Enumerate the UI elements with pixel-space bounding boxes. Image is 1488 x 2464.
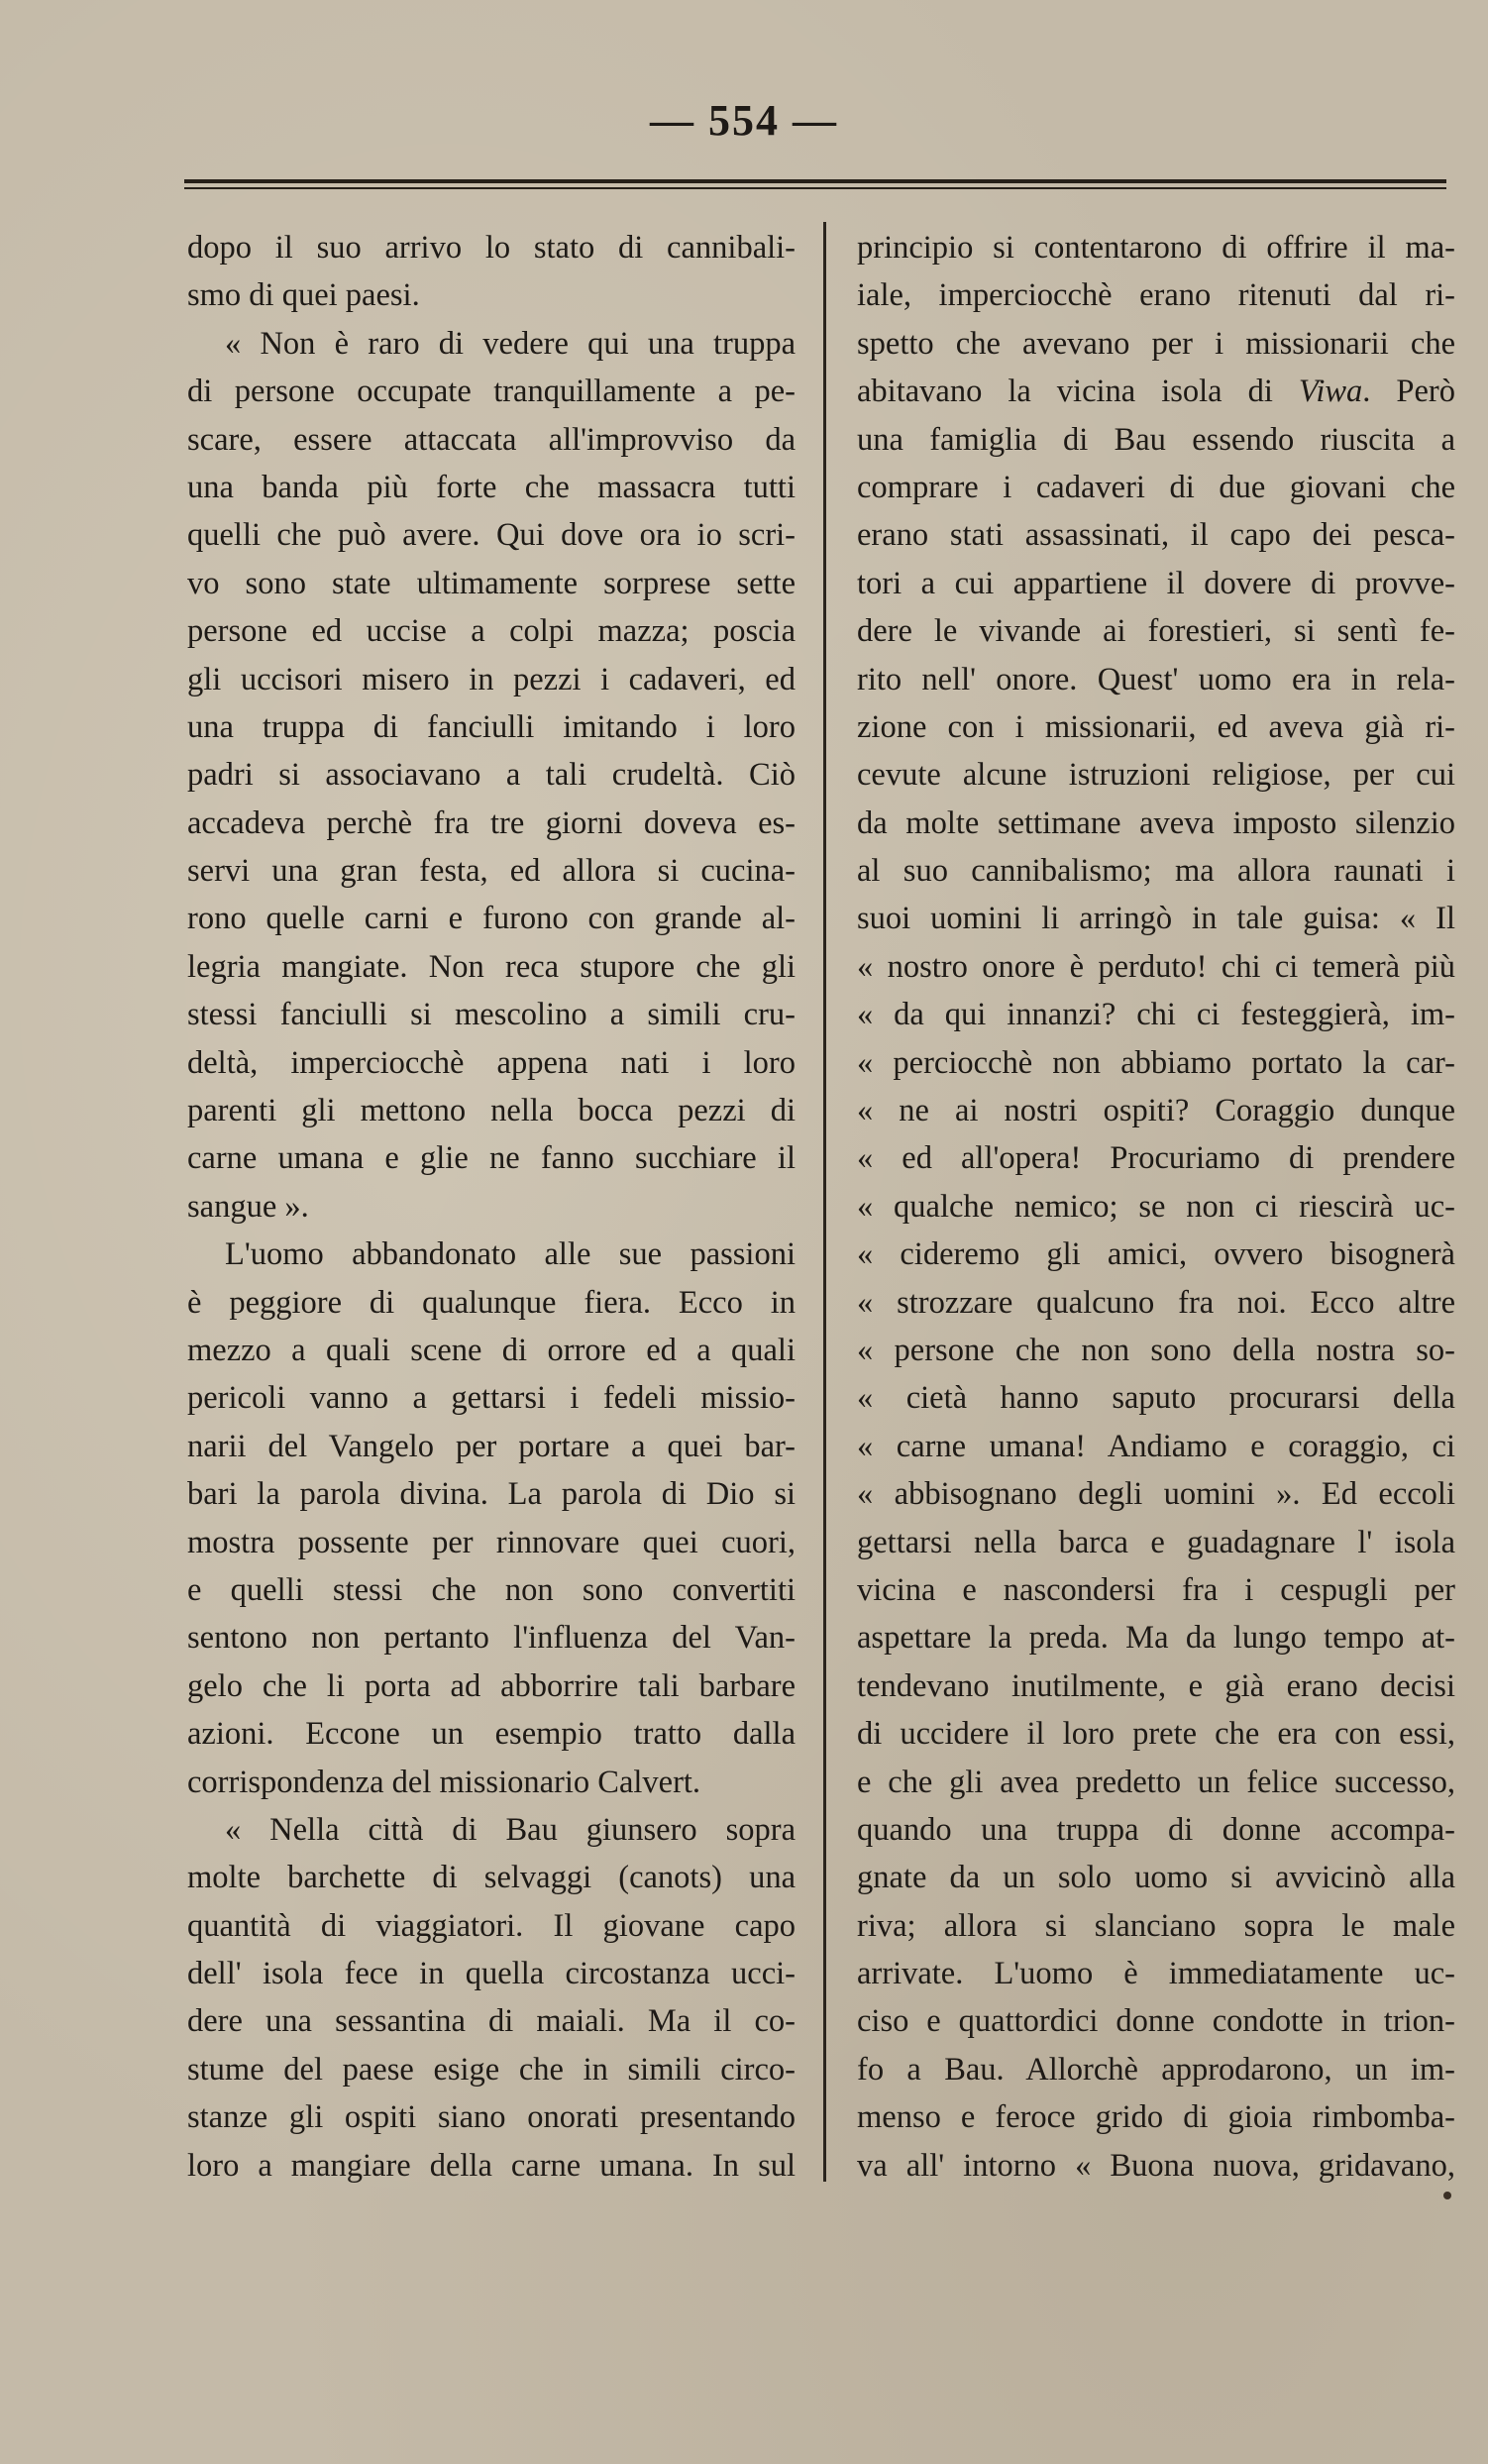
text-line: « da qui innanzi? chi ci festeggierà, im- (857, 997, 1455, 1033)
text-line: gli uccisori misero in pezzi i cadaveri, ed (187, 661, 796, 697)
text-line: dell' isola fece in quella circostanza ucci- (187, 1956, 796, 1992)
text-line: smo di quei paesi. (187, 277, 420, 314)
text-line: e quelli stessi che non sono convertiti (187, 1571, 796, 1608)
text-line: « strozzare qualcuno fra noi. Ecco altre (857, 1284, 1455, 1321)
text-line: arrivate. L'uomo è immediatamente uc- (857, 1956, 1455, 1992)
text-line: fo a Bau. Allorchè approdarono, un im- (857, 2051, 1455, 2088)
text-line: « ed all'opera! Procuriamo di prendere (857, 1140, 1455, 1177)
text-line: di persone occupate tranquillamente a pe- (187, 374, 796, 410)
text-line: una truppa di fanciulli imitando i loro (187, 708, 796, 745)
text-line: narii del Vangelo per portare a quei bar- (187, 1428, 796, 1464)
text-line: sentono non pertanto l'influenza del Van- (187, 1620, 796, 1657)
text-line: è peggiore di qualunque fiera. Ecco in (187, 1284, 796, 1321)
text-line: padri si associavano a tali crudeltà. Ciò (187, 757, 796, 794)
text-line: stanze gli ospiti siano onorati presentando (187, 2099, 796, 2136)
text-line: menso e feroce grido di gioia rimbomba- (857, 2099, 1455, 2136)
text-line: aspettare la preda. Ma da lungo tempo at- (857, 1620, 1455, 1657)
text-line: parenti gli mettono nella bocca pezzi di (187, 1093, 796, 1129)
ink-dot (1443, 2192, 1451, 2199)
text-line: stume del paese esige che in simili circo- (187, 2051, 796, 2088)
text-line: corrispondenza del missionario Calvert. (187, 1764, 701, 1800)
text-line: dere una sessantina di maiali. Ma il co- (187, 2003, 796, 2040)
text-line: persone ed uccise a colpi mazza; poscia (187, 613, 796, 650)
italic-place-name: Viwa (1298, 374, 1363, 410)
text-line: loro a mangiare della carne umana. In sul (187, 2147, 796, 2184)
text-line: mostra possente per rinnovare quei cuori, (187, 1524, 796, 1560)
text-line: azioni. Eccone un esempio tratto dalla (187, 1716, 796, 1753)
text-line: zione con i missionarii, ed aveva già ri- (857, 708, 1455, 745)
text-line: una famiglia di Bau essendo riuscita a (857, 421, 1455, 458)
text-line: dere le vivande ai forestieri, si sentì fe- (857, 613, 1455, 650)
text-line: « qualche nemico; se non ci riescirà uc- (857, 1188, 1455, 1225)
text-line: e che gli avea predetto un felice successo, (857, 1764, 1455, 1800)
text-line: « cietà hanno saputo procurarsi della (857, 1380, 1455, 1417)
text-line: deltà, imperciocchè appena nati i loro (187, 1044, 796, 1081)
text-line: spetto che avevano per i missionarii che (857, 325, 1455, 362)
text-line: cevute alcune istruzioni religiose, per cui (857, 757, 1455, 794)
text-line: stessi fanciulli si mescolino a simili cru- (187, 997, 796, 1033)
column-divider (823, 222, 826, 2182)
text-line: quantità di viaggiatori. Il giovane capo (187, 1907, 796, 1944)
page-number: — 554 — (650, 96, 838, 145)
text-line: abitavano la vicina isola di Viwa. Però (857, 374, 1455, 410)
text-line: va all' intorno « Buona nuova, gridavano, (857, 2147, 1455, 2184)
text-line: iale, imperciocchè erano ritenuti dal ri- (857, 277, 1455, 314)
text-line: gelo che li porta ad abborrire tali barbare (187, 1667, 796, 1704)
text-line: vo sono state ultimamente sorprese sette (187, 565, 796, 601)
text-line: pericoli vanno a gettarsi i fedeli missio- (187, 1380, 796, 1417)
text-line: principio si contentarono di offrire il ma- (857, 230, 1455, 266)
text-line: « perciocchè non abbiamo portato la car- (857, 1044, 1455, 1081)
text-line: suoi uomini li arringò in tale guisa: « Il (857, 901, 1455, 937)
text-line: rito nell' onore. Quest' uomo era in rela- (857, 661, 1455, 697)
text-line: ciso e quattordici donne condotte in trion- (857, 2003, 1455, 2040)
text-line: al suo cannibalismo; ma allora raunati i (857, 853, 1455, 890)
text-line: « nostro onore è perduto! chi ci temerà più (857, 948, 1455, 985)
text-line: « cideremo gli amici, ovvero bisognerà (857, 1236, 1455, 1273)
text-line: « ne ai nostri ospiti? Coraggio dunque (857, 1093, 1455, 1129)
text-line: da molte settimane aveva imposto silenzio (857, 804, 1455, 841)
text-line: accadeva perchè fra tre giorni doveva es- (187, 804, 796, 841)
text-line: tendevano inutilmente, e già erano decisi (857, 1667, 1455, 1704)
text-line: comprare i cadaveri di due giovani che (857, 469, 1455, 505)
text-line: carne umana e glie ne fanno succhiare il (187, 1140, 796, 1177)
text-line: sangue ». (187, 1188, 309, 1225)
text-column-left (187, 224, 796, 2190)
text-line: di uccidere il loro prete che era con essi, (857, 1716, 1455, 1753)
header-rule (184, 179, 1446, 189)
text-line: gettarsi nella barca e guadagnare l' isola (857, 1524, 1455, 1560)
text-line: una banda più forte che massacra tutti (187, 469, 796, 505)
text-line: « Nella città di Bau giunsero sopra (225, 1811, 796, 1848)
text-line: riva; allora si slanciano sopra le male (857, 1907, 1455, 1944)
text-line: dopo il suo arrivo lo stato di cannibali- (187, 230, 796, 266)
text-line: molte barchette di selvaggi (canots) una (187, 1860, 796, 1896)
text-line: « carne umana! Andiamo e coraggio, ci (857, 1428, 1455, 1464)
text-line: servi una gran festa, ed allora si cucina- (187, 853, 796, 890)
text-line: vicina e nascondersi fra i cespugli per (857, 1571, 1455, 1608)
text-line: « persone che non sono della nostra so- (857, 1332, 1455, 1368)
text-line: gnate da un solo uomo si avvicinò alla (857, 1860, 1455, 1896)
text-line: scare, essere attaccata all'improvviso da (187, 421, 796, 458)
text-line: quando una truppa di donne accompa- (857, 1811, 1455, 1848)
text-line: rono quelle carni e furono con grande al- (187, 901, 796, 937)
text-line: bari la parola divina. La parola di Dio si (187, 1476, 796, 1513)
text-line: tori a cui appartiene il dovere di provve- (857, 565, 1455, 601)
text-line: quelli che può avere. Qui dove ora io scri- (187, 517, 796, 554)
text-line: « abbisognano degli uomini ». Ed eccoli (857, 1476, 1455, 1513)
text-line: L'uomo abbandonato alle sue passioni (225, 1236, 796, 1273)
text-line: « Non è raro di vedere qui una truppa (225, 325, 796, 362)
text-column-right (857, 224, 1455, 2190)
text-line: erano stati assassinati, il capo dei pesca- (857, 517, 1455, 554)
text-line: mezzo a quali scene di orrore ed a quali (187, 1332, 796, 1368)
text-line: legria mangiate. Non reca stupore che gli (187, 948, 796, 985)
